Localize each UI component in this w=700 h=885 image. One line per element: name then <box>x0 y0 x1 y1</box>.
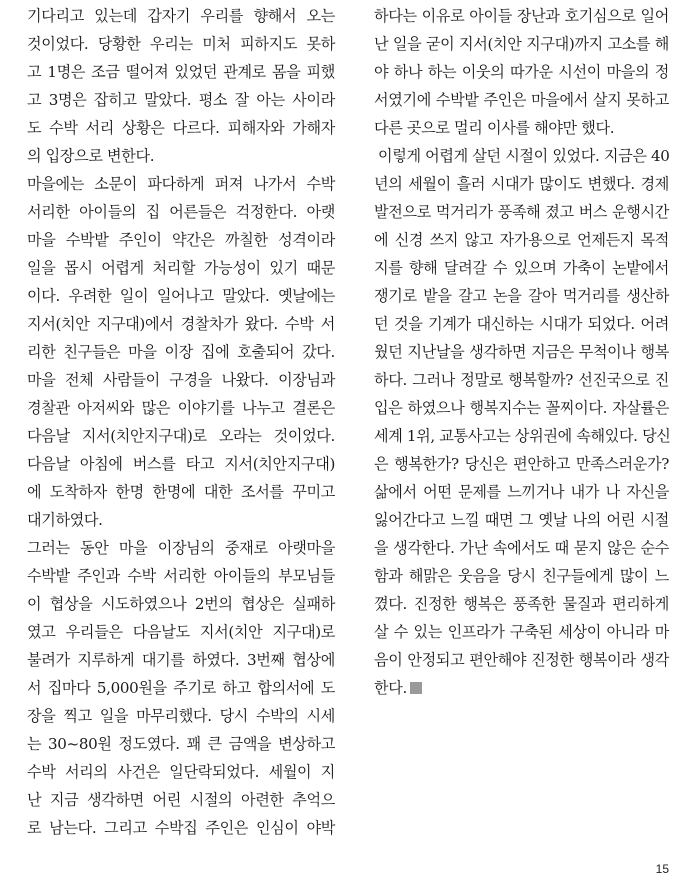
text-line-content: 고 1명은 조금 떨어져 있었던 관계로 몸을 피했 <box>27 63 335 81</box>
text-line-content: 이다. 우려한 일이 일어나고 말았다. 옛날에는 <box>27 287 335 305</box>
text-line <box>374 618 669 646</box>
text-line-content: 하다. 그러나 정말로 행복할까? 선진국으로 진 <box>374 371 669 389</box>
text-line <box>27 226 335 254</box>
text-line <box>27 702 335 730</box>
text-line-content: 이 협상을 시도하였으나 2번의 협상은 실패하 <box>27 595 335 613</box>
text-line-content: 잃어간다고 느낄 때면 그 옛날 나의 어린 시절 <box>374 511 669 529</box>
text-line <box>374 674 669 702</box>
text-line <box>27 590 335 618</box>
text-line-content: 이렇게 어렵게 살던 시절이 있었다. 지금은 40 <box>378 147 670 165</box>
text-line-content: 지서(치안 지구대)에서 경찰차가 왔다. 수박 서 <box>27 315 335 333</box>
text-line <box>27 422 335 450</box>
text-line-content: 입은 하였으나 행복지수는 꼴찌이다. 자살률은 <box>374 399 669 417</box>
text-line-content: 난 지금 생각하면 어린 시절의 아련한 추억으 <box>27 791 335 809</box>
text-line-content: 년의 세월이 흘러 시대가 많이도 변했다. 경제 <box>374 175 669 193</box>
text-line <box>27 506 335 534</box>
text-line-content: 을 생각한다. 가난 속에서도 때 묻지 않은 순수 <box>374 539 669 557</box>
text-line <box>374 310 669 338</box>
text-line <box>27 114 335 142</box>
text-line-content: 삶에서 어떤 문제를 느끼거나 내가 나 자신을 <box>374 483 669 501</box>
text-line-content: 던 것을 기계가 대신하는 시대가 되었다. 어려 <box>374 315 669 333</box>
text-line <box>374 2 669 30</box>
text-line <box>27 450 335 478</box>
text-line <box>374 30 669 58</box>
text-line <box>27 2 335 30</box>
text-line <box>374 142 669 170</box>
text-line-content: 로 남는다. 그리고 수박집 주인은 인심이 야박 <box>27 819 335 837</box>
text-line <box>374 478 669 506</box>
text-line-content: 야 하나 하는 이웃의 따가운 시선이 마을의 정 <box>374 63 669 81</box>
text-line <box>27 534 335 562</box>
text-line-content: 수박밭 주인과 수박 서리한 아이들의 부모님들 <box>27 567 335 585</box>
text-line-content: 지를 향해 달려갈 수 있으며 가축이 논밭에서 <box>374 259 669 277</box>
text-line <box>374 534 669 562</box>
text-line <box>374 646 669 674</box>
text-line <box>374 58 669 86</box>
text-line <box>27 198 335 226</box>
text-line-content: 다음날 지서(치안지구대)로 오라는 것이었다. <box>27 427 335 445</box>
text-line <box>27 618 335 646</box>
text-line <box>374 366 669 394</box>
text-line-content: 리한 친구들은 마을 이장 집에 호출되어 갔다. <box>27 343 335 361</box>
text-line <box>374 226 669 254</box>
right-text-column <box>374 2 669 702</box>
text-line <box>374 450 669 478</box>
text-line <box>27 30 335 58</box>
text-line <box>374 590 669 618</box>
left-text-column <box>27 2 335 842</box>
text-line-content: 하다는 이유로 아이들 장난과 호기심으로 일어 <box>374 7 669 25</box>
text-line <box>27 310 335 338</box>
text-line-content: 발전으로 먹거리가 풍족해 졌고 버스 운행시간 <box>374 203 669 221</box>
text-line <box>27 646 335 674</box>
text-line-content: 함과 해맑은 웃음을 당시 친구들에게 많이 느 <box>374 567 669 585</box>
text-line-content: 음이 안정되고 편안해야 진정한 행복이라 생각 <box>374 651 669 669</box>
text-line <box>374 282 669 310</box>
text-line <box>374 422 669 450</box>
text-line <box>27 254 335 282</box>
text-line-content: 난 일을 굳이 지서(치안 지구대)까지 고소를 해 <box>374 35 669 53</box>
text-line-content: 마을 전체 사람들이 구경을 나왔다. 이장님과 <box>27 371 335 389</box>
text-line-content: 다음날 아침에 버스를 타고 지서(치안지구대) <box>27 455 335 473</box>
text-line-content: 것이었다. 당황한 우리는 미처 피하지도 못하 <box>27 35 335 53</box>
text-line-content: 서 집마다 5,000원을 주기로 하고 합의서에 도 <box>27 679 335 697</box>
text-line-content: 다른 곳으로 멀리 이사를 해야만 했다. <box>374 119 615 137</box>
text-line-content: 에 신경 쓰지 않고 자가용으로 언제든지 목적 <box>374 231 669 249</box>
text-line <box>27 814 335 842</box>
text-line-content: 살 수 있는 인프라가 구축된 세상이 아니라 마 <box>374 623 669 641</box>
text-line <box>27 786 335 814</box>
text-line <box>27 562 335 590</box>
text-line-content: 마을에는 소문이 파다하게 퍼져 나가서 수박 <box>27 175 335 193</box>
text-line-content: 쟁기로 밭을 갈고 논을 갈아 먹거리를 생산하 <box>374 287 669 305</box>
text-line <box>374 86 669 114</box>
text-line <box>27 730 335 758</box>
text-line-content: 도 수박 서리 상황은 다르다. 피해자와 가해자 <box>27 119 335 137</box>
text-line-content: 였고 우리들은 다음날도 지서(치안 지구대)로 <box>27 623 335 641</box>
page-number: 15 <box>655 862 669 876</box>
text-line-content: 불려가 지루하게 대기를 하였다. 3번째 협상에 <box>27 651 335 669</box>
text-line <box>27 170 335 198</box>
text-line-content: 서리한 아이들의 집 어른들은 걱정한다. 아랫 <box>27 203 335 221</box>
text-line <box>27 86 335 114</box>
text-line <box>27 282 335 310</box>
text-line-content: 고 3명은 잡히고 말았다. 평소 잘 아는 사이라 <box>27 91 335 109</box>
text-line-content: 그러는 동안 마을 이장님의 중재로 아랫마을 <box>27 539 335 557</box>
text-line-content: 세계 1위, 교통사고는 상위권에 속해있다. 당신 <box>374 427 671 445</box>
text-line <box>374 114 669 142</box>
text-line <box>27 366 335 394</box>
text-line-content: 기다리고 있는데 갑자기 우리를 향해서 오는 <box>27 7 335 25</box>
text-line <box>27 394 335 422</box>
text-line-content: 서였기에 수박밭 주인은 마을에서 살지 못하고 <box>374 91 669 109</box>
text-line-content: 의 입장으로 변한다. <box>27 147 155 165</box>
text-line <box>27 338 335 366</box>
text-line <box>27 478 335 506</box>
text-line <box>374 198 669 226</box>
text-line <box>374 394 669 422</box>
text-line-content: 한다. <box>374 679 407 697</box>
end-of-article-mark <box>410 682 422 694</box>
text-line <box>27 58 335 86</box>
text-line <box>374 170 669 198</box>
text-line <box>27 142 335 170</box>
text-line-content: 마을 수박밭 주인이 약간은 까칠한 성격이라 <box>27 231 335 249</box>
text-line-content: 는 30~80원 정도였다. 꽤 큰 금액을 변상하고 <box>27 735 335 753</box>
text-line-content: 일을 몹시 어렵게 처리할 가능성이 있기 때문 <box>27 259 335 277</box>
text-line-content: 꼈다. 진정한 행복은 풍족한 물질과 편리하게 <box>374 595 669 613</box>
text-line <box>374 562 669 590</box>
text-line-content: 수박 서리의 사건은 일단락되었다. 세월이 지 <box>27 763 335 781</box>
text-line-content: 경찰관 아저씨와 많은 이야기를 나누고 결론은 <box>27 399 335 417</box>
text-line <box>374 506 669 534</box>
text-line <box>374 254 669 282</box>
text-line-content: 웠던 지난날을 생각하면 지금은 무척이나 행복 <box>374 343 669 361</box>
text-line <box>374 338 669 366</box>
text-line-content: 은 행복한가? 당신은 편안하고 만족스러운가? <box>374 455 669 473</box>
text-line <box>27 758 335 786</box>
text-line-content: 대기하였다. <box>27 511 103 529</box>
text-line-content: 장을 찍고 일을 마무리했다. 당시 수박의 시세 <box>27 707 335 725</box>
text-line <box>27 674 335 702</box>
text-line-content: 에 도착하자 한명 한명에 대한 조서를 꾸미고 <box>27 483 335 501</box>
